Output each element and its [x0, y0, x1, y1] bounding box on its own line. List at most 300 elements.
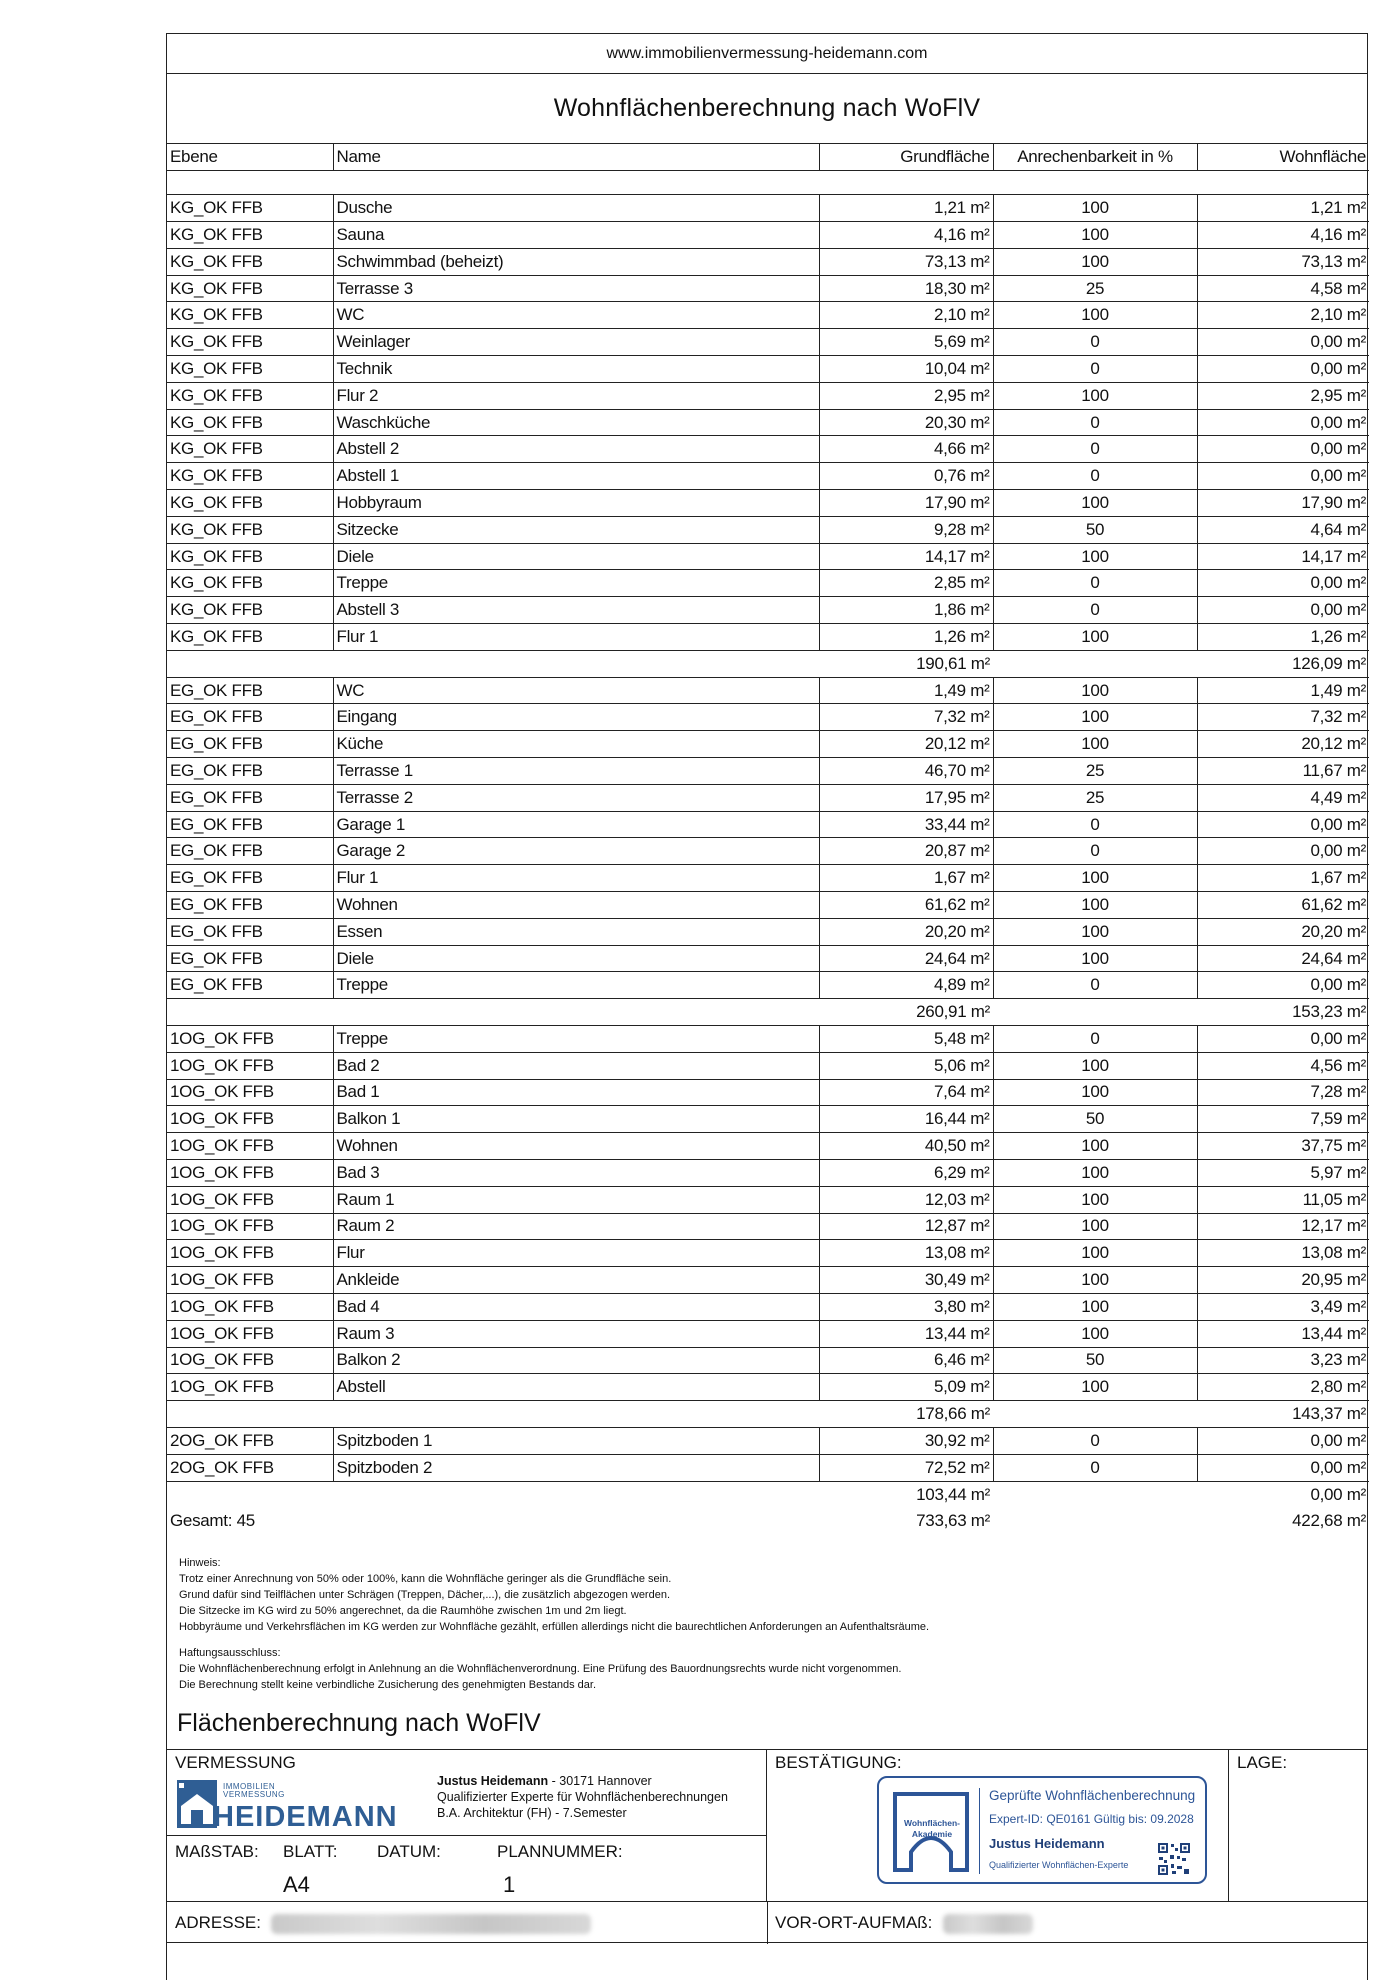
cell-grundflaeche: 1,26 m²	[819, 624, 993, 651]
cell-wohnflaeche: 24,64 m²	[1197, 945, 1369, 972]
table-row	[167, 865, 1369, 892]
spacer-row	[167, 171, 1369, 195]
cell-ebene: 1OG_OK FFB	[167, 1079, 333, 1106]
empty-cell	[167, 1481, 333, 1508]
table-row	[167, 543, 1369, 570]
table-row	[167, 892, 1369, 919]
subtotal-row	[167, 999, 1369, 1026]
qr-code-icon	[1157, 1842, 1191, 1876]
cell-wohnflaeche: 11,05 m²	[1197, 1186, 1369, 1213]
cell-wohnflaeche: 0,00 m²	[1197, 1454, 1369, 1481]
cell-anrechenbarkeit: 50	[993, 516, 1197, 543]
document-sheet	[166, 33, 1368, 1980]
cell-grundflaeche: 9,28 m²	[819, 516, 993, 543]
plannummer-value: 1	[503, 1871, 516, 1897]
cell-name: Treppe	[333, 1026, 819, 1053]
cell-anrechenbarkeit: 0	[993, 463, 1197, 490]
hinweis-line: Hobbyräume und Verkehrsflächen im KG werden zur Wohnfläche gezählt, erfüllen allerdings nicht die baurechtlichen Anforderungen an Aufenthaltsräume.	[179, 1620, 930, 1633]
cell-name: Dusche	[333, 195, 819, 222]
cell-name: Balkon 1	[333, 1106, 819, 1133]
cell-grundflaeche: 0,76 m²	[819, 463, 993, 490]
cell-name: Schwimmbad (beheizt)	[333, 248, 819, 275]
vermessung-panel	[167, 1750, 767, 1902]
cell-grundflaeche: 5,48 m²	[819, 1026, 993, 1053]
total-label: Gesamt: 45	[170, 1511, 255, 1531]
cell-anrechenbarkeit: 100	[993, 1213, 1197, 1240]
cell-wohnflaeche: 0,00 m²	[1197, 1026, 1369, 1053]
cell-grundflaeche: 5,69 m²	[819, 329, 993, 356]
cell-name: Flur 1	[333, 624, 819, 651]
contact-qualification: Qualifizierter Experte für Wohnflächenberechnungen	[437, 1789, 728, 1804]
cell-ebene: EG_OK FFB	[167, 811, 333, 838]
cell-ebene: 1OG_OK FFB	[167, 1106, 333, 1133]
cell-ebene: EG_OK FFB	[167, 677, 333, 704]
cell-grundflaeche: 61,62 m²	[819, 892, 993, 919]
cell-ebene: EG_OK FFB	[167, 731, 333, 758]
address-row	[167, 1901, 1367, 1943]
cell-grundflaeche: 33,44 m²	[819, 811, 993, 838]
cell-anrechenbarkeit: 100	[993, 1267, 1197, 1294]
cell-wohnflaeche: 4,56 m²	[1197, 1052, 1369, 1079]
cell-grundflaeche: 2,10 m²	[819, 302, 993, 329]
cell-ebene: 2OG_OK FFB	[167, 1454, 333, 1481]
table-row	[167, 784, 1369, 811]
cell-grundflaeche: 40,50 m²	[819, 1133, 993, 1160]
empty-cell	[167, 999, 333, 1026]
cell-anrechenbarkeit: 0	[993, 972, 1197, 999]
haftung-line: Die Berechnung stellt keine verbindliche Zusicherung des genehmigten Bestands dar.	[179, 1678, 597, 1691]
contact-city: - 30171 Hannover	[548, 1773, 652, 1788]
cell-grundflaeche: 7,32 m²	[819, 704, 993, 731]
cell-name: Terrasse 3	[333, 275, 819, 302]
cell-wohnflaeche: 0,00 m²	[1197, 463, 1369, 490]
table-row	[167, 463, 1369, 490]
table-header-row	[167, 144, 1369, 171]
cell-name: Garage 1	[333, 811, 819, 838]
cell-name: Technik	[333, 356, 819, 383]
divider	[167, 1835, 767, 1836]
cell-anrechenbarkeit: 100	[993, 677, 1197, 704]
cell-wohnflaeche: 1,67 m²	[1197, 865, 1369, 892]
cell-anrechenbarkeit: 0	[993, 1427, 1197, 1454]
empty-cell	[993, 1481, 1197, 1508]
cell-wohnflaeche: 3,49 m²	[1197, 1293, 1369, 1320]
cell-wohnflaeche: 4,49 m²	[1197, 784, 1369, 811]
cell-anrechenbarkeit: 100	[993, 543, 1197, 570]
cell-wohnflaeche: 0,00 m²	[1197, 329, 1369, 356]
column-header-name: Name	[333, 144, 819, 171]
empty-cell	[167, 650, 333, 677]
cell-ebene: KG_OK FFB	[167, 275, 333, 302]
cell-grundflaeche: 14,17 m²	[819, 543, 993, 570]
cell-grundflaeche: 12,87 m²	[819, 1213, 993, 1240]
cell-name: Terrasse 2	[333, 784, 819, 811]
empty-cell	[333, 650, 819, 677]
seal-text	[897, 1818, 967, 1840]
cell-name: Flur 1	[333, 865, 819, 892]
cell-wohnflaeche: 0,00 m²	[1197, 436, 1369, 463]
cell-anrechenbarkeit: 100	[993, 892, 1197, 919]
heidemann-logo	[177, 1780, 399, 1828]
subtotal-row	[167, 650, 1369, 677]
cell-name: Sauna	[333, 222, 819, 249]
subtotal-wohnflaeche: 0,00 m²	[1310, 1484, 1366, 1504]
empty-cell	[333, 999, 819, 1026]
badge-subtitle: Qualifizierter Wohnflächen-Experte	[989, 1859, 1129, 1870]
cell-name: Sitzecke	[333, 516, 819, 543]
cell-ebene: 1OG_OK FFB	[167, 1320, 333, 1347]
cell-ebene: EG_OK FFB	[167, 945, 333, 972]
cell-name: WC	[333, 302, 819, 329]
lage-label: LAGE:	[1237, 1752, 1288, 1772]
cell-grundflaeche: 6,46 m²	[819, 1347, 993, 1374]
cell-ebene: KG_OK FFB	[167, 248, 333, 275]
hinweis-title: Hinweis:	[179, 1556, 221, 1569]
cell-anrechenbarkeit: 100	[993, 1079, 1197, 1106]
cell-ebene: EG_OK FFB	[167, 972, 333, 999]
cell-name: WC	[333, 677, 819, 704]
cell-anrechenbarkeit: 100	[993, 248, 1197, 275]
cell-wohnflaeche: 5,97 m²	[1197, 1159, 1369, 1186]
hinweis-line: Trotz einer Anrechnung von 50% oder 100%, kann die Wohnfläche geringer als die Grundfläche sein.	[179, 1572, 672, 1585]
cell-ebene: KG_OK FFB	[167, 302, 333, 329]
cell-name: Garage 2	[333, 838, 819, 865]
cell-grundflaeche: 3,80 m²	[819, 1293, 993, 1320]
table-row	[167, 1052, 1369, 1079]
svg-text:HEIDEMANN: HEIDEMANN	[213, 1800, 398, 1828]
aufmass-label: VOR-ORT-AUFMAß:	[775, 1912, 933, 1932]
cell-name: Raum 3	[333, 1320, 819, 1347]
table-row	[167, 1079, 1369, 1106]
cell-name: Flur 2	[333, 382, 819, 409]
cell-wohnflaeche: 1,21 m²	[1197, 195, 1369, 222]
cell-wohnflaeche: 7,28 m²	[1197, 1079, 1369, 1106]
bestaetigung-panel	[767, 1750, 1229, 1902]
cell-ebene: EG_OK FFB	[167, 838, 333, 865]
cell-wohnflaeche: 61,62 m²	[1197, 892, 1369, 919]
cell-grundflaeche: 73,13 m²	[819, 248, 993, 275]
cell-grundflaeche: 20,12 m²	[819, 731, 993, 758]
cell-grundflaeche: 7,64 m²	[819, 1079, 993, 1106]
svg-text:VERMESSUNG: VERMESSUNG	[223, 1789, 285, 1799]
cell-name: Bad 2	[333, 1052, 819, 1079]
cell-grundflaeche: 20,20 m²	[819, 918, 993, 945]
cell-anrechenbarkeit: 25	[993, 784, 1197, 811]
cell-anrechenbarkeit: 0	[993, 356, 1197, 383]
cell-wohnflaeche: 13,08 m²	[1197, 1240, 1369, 1267]
haftung-line: Die Wohnflächenberechnung erfolgt in Anlehnung an die Wohnflächenverordnung. Eine Prüfung des Bauordnungsrechts wurde nicht vorgenommen.	[179, 1662, 902, 1675]
cell-wohnflaeche: 1,49 m²	[1197, 677, 1369, 704]
cell-name: Terrasse 1	[333, 758, 819, 785]
cell-ebene: 1OG_OK FFB	[167, 1026, 333, 1053]
cell-name: Bad 4	[333, 1293, 819, 1320]
table-row	[167, 356, 1369, 383]
cell-ebene: 1OG_OK FFB	[167, 1347, 333, 1374]
cell-anrechenbarkeit: 25	[993, 758, 1197, 785]
blatt-value: A4	[283, 1871, 310, 1897]
cell-ebene: EG_OK FFB	[167, 865, 333, 892]
column-header-grundflaeche: Grundfläche	[819, 144, 993, 171]
cell-name: Bad 1	[333, 1079, 819, 1106]
contact-info	[437, 1773, 728, 1821]
empty-cell	[333, 1481, 819, 1508]
svg-text:IMMOBILIEN: IMMOBILIEN	[223, 1781, 276, 1791]
cell-ebene: KG_OK FFB	[167, 356, 333, 383]
empty-cell	[993, 1508, 1197, 1535]
table-row	[167, 1293, 1369, 1320]
table-row	[167, 1320, 1369, 1347]
table-row	[167, 195, 1369, 222]
cell-name: Spitzboden 2	[333, 1454, 819, 1481]
table-row	[167, 1347, 1369, 1374]
cell-anrechenbarkeit: 0	[993, 570, 1197, 597]
cell-name: Wohnen	[333, 1133, 819, 1160]
table-row	[167, 1454, 1369, 1481]
cell-wohnflaeche: 14,17 m²	[1197, 543, 1369, 570]
cell-grundflaeche: 30,49 m²	[819, 1267, 993, 1294]
table-row	[167, 597, 1369, 624]
cell-anrechenbarkeit: 100	[993, 1186, 1197, 1213]
empty-cell	[993, 1401, 1197, 1428]
cell-anrechenbarkeit: 100	[993, 382, 1197, 409]
cell-ebene: KG_OK FFB	[167, 436, 333, 463]
cell-ebene: EG_OK FFB	[167, 918, 333, 945]
cell-ebene: KG_OK FFB	[167, 624, 333, 651]
cell-anrechenbarkeit: 0	[993, 436, 1197, 463]
cell-anrechenbarkeit: 0	[993, 597, 1197, 624]
cell-ebene: 1OG_OK FFB	[167, 1133, 333, 1160]
cell-wohnflaeche: 73,13 m²	[1197, 248, 1369, 275]
cell-wohnflaeche: 1,26 m²	[1197, 624, 1369, 651]
subtotal-row	[167, 1401, 1369, 1428]
table-row	[167, 1106, 1369, 1133]
cell-wohnflaeche: 0,00 m²	[1197, 409, 1369, 436]
hinweis-line: Grund dafür sind Teilflächen unter Schrägen (Treppen, Dächer,...), die zusätzlich abgezogen werden.	[179, 1588, 671, 1601]
cell-ebene: 1OG_OK FFB	[167, 1213, 333, 1240]
table-row	[167, 275, 1369, 302]
cell-wohnflaeche: 0,00 m²	[1197, 838, 1369, 865]
adresse-label: ADRESSE:	[175, 1912, 261, 1932]
cell-anrechenbarkeit: 0	[993, 811, 1197, 838]
column-header-ebene: Ebene	[167, 144, 333, 171]
table-row	[167, 1374, 1369, 1401]
table-row	[167, 811, 1369, 838]
table-row	[167, 758, 1369, 785]
cell-ebene: KG_OK FFB	[167, 463, 333, 490]
seal-line: Wohnflächen-	[903, 1817, 961, 1828]
redacted-date	[943, 1914, 1033, 1934]
cell-anrechenbarkeit: 100	[993, 945, 1197, 972]
cell-name: Balkon 2	[333, 1347, 819, 1374]
empty-cell	[993, 650, 1197, 677]
cell-name: Treppe	[333, 570, 819, 597]
subtotal-grundflaeche: 103,44 m²	[916, 1484, 990, 1504]
table-row	[167, 1267, 1369, 1294]
column-header-anrechenbarkeit: Anrechenbarkeit in %	[993, 144, 1197, 171]
cell-anrechenbarkeit: 0	[993, 838, 1197, 865]
cell-grundflaeche: 30,92 m²	[819, 1427, 993, 1454]
cell-anrechenbarkeit: 100	[993, 490, 1197, 517]
empty-cell	[167, 1401, 333, 1428]
spacer-cell	[167, 171, 1369, 195]
cell-name: Raum 1	[333, 1186, 819, 1213]
cell-anrechenbarkeit: 100	[993, 222, 1197, 249]
cell-grundflaeche: 5,09 m²	[819, 1374, 993, 1401]
cell-grundflaeche: 17,90 m²	[819, 490, 993, 517]
notes-section	[167, 1535, 1367, 1693]
cell-wohnflaeche: 0,00 m²	[1197, 570, 1369, 597]
cell-wohnflaeche: 2,95 m²	[1197, 382, 1369, 409]
plannummer-label: PLANNUMMER:	[497, 1841, 623, 1861]
cell-wohnflaeche: 0,00 m²	[1197, 811, 1369, 838]
table-row	[167, 570, 1369, 597]
cell-wohnflaeche: 4,58 m²	[1197, 275, 1369, 302]
table-row	[167, 302, 1369, 329]
table-row	[167, 1240, 1369, 1267]
cell-name: Küche	[333, 731, 819, 758]
table-row	[167, 222, 1369, 249]
column-header-wohnflaeche: Wohnfläche	[1197, 144, 1369, 171]
badge-expert-id: Expert-ID: QE0161 Gültig bis: 09.2028	[989, 1811, 1194, 1826]
cell-grundflaeche: 1,49 m²	[819, 677, 993, 704]
cell-wohnflaeche: 2,10 m²	[1197, 302, 1369, 329]
cell-anrechenbarkeit: 100	[993, 1159, 1197, 1186]
table-row	[167, 1159, 1369, 1186]
redacted-address	[271, 1914, 591, 1934]
cell-grundflaeche: 4,89 m²	[819, 972, 993, 999]
cell-ebene: 1OG_OK FFB	[167, 1186, 333, 1213]
cell-ebene: EG_OK FFB	[167, 704, 333, 731]
hinweis-line: Die Sitzecke im KG wird zu 50% angerechnet, da die Raumhöhe zwischen 1m und 2m liegt.	[179, 1604, 627, 1617]
cell-wohnflaeche: 20,20 m²	[1197, 918, 1369, 945]
divider	[767, 1902, 768, 1944]
cell-grundflaeche: 24,64 m²	[819, 945, 993, 972]
cell-anrechenbarkeit: 100	[993, 918, 1197, 945]
cell-name: Waschküche	[333, 409, 819, 436]
cell-grundflaeche: 6,29 m²	[819, 1159, 993, 1186]
cell-wohnflaeche: 7,59 m²	[1197, 1106, 1369, 1133]
cell-name: Raum 2	[333, 1213, 819, 1240]
empty-cell	[993, 999, 1197, 1026]
badge-name: Justus Heidemann	[989, 1835, 1105, 1851]
cell-anrechenbarkeit: 100	[993, 865, 1197, 892]
cell-grundflaeche: 2,85 m²	[819, 570, 993, 597]
subtotal-row	[167, 1481, 1369, 1508]
badge-title: Geprüfte Wohnflächenberechnung	[989, 1787, 1196, 1803]
total-row	[167, 1508, 1369, 1535]
cell-wohnflaeche: 4,16 m²	[1197, 222, 1369, 249]
cell-ebene: 1OG_OK FFB	[167, 1374, 333, 1401]
cell-grundflaeche: 17,95 m²	[819, 784, 993, 811]
lage-panel	[1229, 1750, 1369, 1902]
cell-wohnflaeche: 11,67 m²	[1197, 758, 1369, 785]
cell-ebene: KG_OK FFB	[167, 570, 333, 597]
cell-ebene: KG_OK FFB	[167, 597, 333, 624]
cell-grundflaeche: 20,87 m²	[819, 838, 993, 865]
blatt-label: BLATT:	[283, 1841, 338, 1861]
cell-ebene: KG_OK FFB	[167, 490, 333, 517]
cell-grundflaeche: 1,21 m²	[819, 195, 993, 222]
table-row	[167, 1133, 1369, 1160]
page-title: Wohnflächenberechnung nach WoFlV	[167, 74, 1367, 144]
table-row	[167, 1213, 1369, 1240]
cell-wohnflaeche: 20,95 m²	[1197, 1267, 1369, 1294]
badge-divider	[979, 1788, 980, 1874]
subtotal-grundflaeche: 178,66 m²	[819, 1401, 993, 1428]
cell-ebene: KG_OK FFB	[167, 382, 333, 409]
cell-wohnflaeche: 3,23 m²	[1197, 1347, 1369, 1374]
table-row	[167, 918, 1369, 945]
subtotal-wohnflaeche: 153,23 m²	[1197, 999, 1369, 1026]
cell-ebene: EG_OK FFB	[167, 784, 333, 811]
cell-grundflaeche: 4,66 m²	[819, 436, 993, 463]
cell-anrechenbarkeit: 25	[993, 275, 1197, 302]
cell-grundflaeche: 16,44 m²	[819, 1106, 993, 1133]
table-row	[167, 248, 1369, 275]
table-row	[167, 704, 1369, 731]
cell-ebene: 1OG_OK FFB	[167, 1240, 333, 1267]
vermessung-label: VERMESSUNG	[175, 1752, 296, 1772]
cell-anrechenbarkeit: 50	[993, 1347, 1197, 1374]
cell-ebene: KG_OK FFB	[167, 516, 333, 543]
cell-name: Ankleide	[333, 1267, 819, 1294]
cell-grundflaeche: 2,95 m²	[819, 382, 993, 409]
cell-wohnflaeche: 0,00 m²	[1197, 597, 1369, 624]
cell-wohnflaeche: 2,80 m²	[1197, 1374, 1369, 1401]
cell-wohnflaeche: 0,00 m²	[1197, 356, 1369, 383]
cell-grundflaeche: 12,03 m²	[819, 1186, 993, 1213]
cell-grundflaeche: 5,06 m²	[819, 1052, 993, 1079]
cell-grundflaeche: 1,86 m²	[819, 597, 993, 624]
cell-grundflaeche: 20,30 m²	[819, 409, 993, 436]
cell-grundflaeche: 13,08 m²	[819, 1240, 993, 1267]
subtotal-wohnflaeche: 143,37 m²	[1197, 1401, 1369, 1428]
cell-anrechenbarkeit: 0	[993, 329, 1197, 356]
cell-ebene: 1OG_OK FFB	[167, 1293, 333, 1320]
datum-label: DATUM:	[377, 1841, 441, 1861]
cell-anrechenbarkeit: 100	[993, 1293, 1197, 1320]
contact-name: Justus Heidemann	[437, 1773, 549, 1788]
table-row	[167, 838, 1369, 865]
cell-grundflaeche: 13,44 m²	[819, 1320, 993, 1347]
cell-anrechenbarkeit: 100	[993, 1374, 1197, 1401]
cell-anrechenbarkeit: 100	[993, 731, 1197, 758]
cell-wohnflaeche: 4,64 m²	[1197, 516, 1369, 543]
table-row	[167, 731, 1369, 758]
cell-ebene: KG_OK FFB	[167, 543, 333, 570]
subtotal-grundflaeche: 260,91 m²	[819, 999, 993, 1026]
cell-wohnflaeche: 17,90 m²	[1197, 490, 1369, 517]
cell-wohnflaeche: 7,32 m²	[1197, 704, 1369, 731]
bestaetigung-label: BESTÄTIGUNG:	[775, 1752, 902, 1772]
table-row	[167, 1026, 1369, 1053]
cell-wohnflaeche: 37,75 m²	[1197, 1133, 1369, 1160]
cell-name: Abstell 1	[333, 463, 819, 490]
cell-anrechenbarkeit: 0	[993, 1026, 1197, 1053]
cell-wohnflaeche: 0,00 m²	[1197, 972, 1369, 999]
cell-ebene: EG_OK FFB	[167, 892, 333, 919]
cell-anrechenbarkeit: 0	[993, 409, 1197, 436]
cell-name: Abstell 2	[333, 436, 819, 463]
cell-ebene: KG_OK FFB	[167, 329, 333, 356]
title-block	[167, 1749, 1367, 1901]
cell-grundflaeche: 1,67 m²	[819, 865, 993, 892]
cell-grundflaeche: 10,04 m²	[819, 356, 993, 383]
website-url: www.immobilienvermessung-heidemann.com	[167, 34, 1367, 74]
total-wohnflaeche: 422,68 m²	[1292, 1511, 1366, 1531]
cell-ebene: KG_OK FFB	[167, 222, 333, 249]
cell-anrechenbarkeit: 100	[993, 1320, 1197, 1347]
